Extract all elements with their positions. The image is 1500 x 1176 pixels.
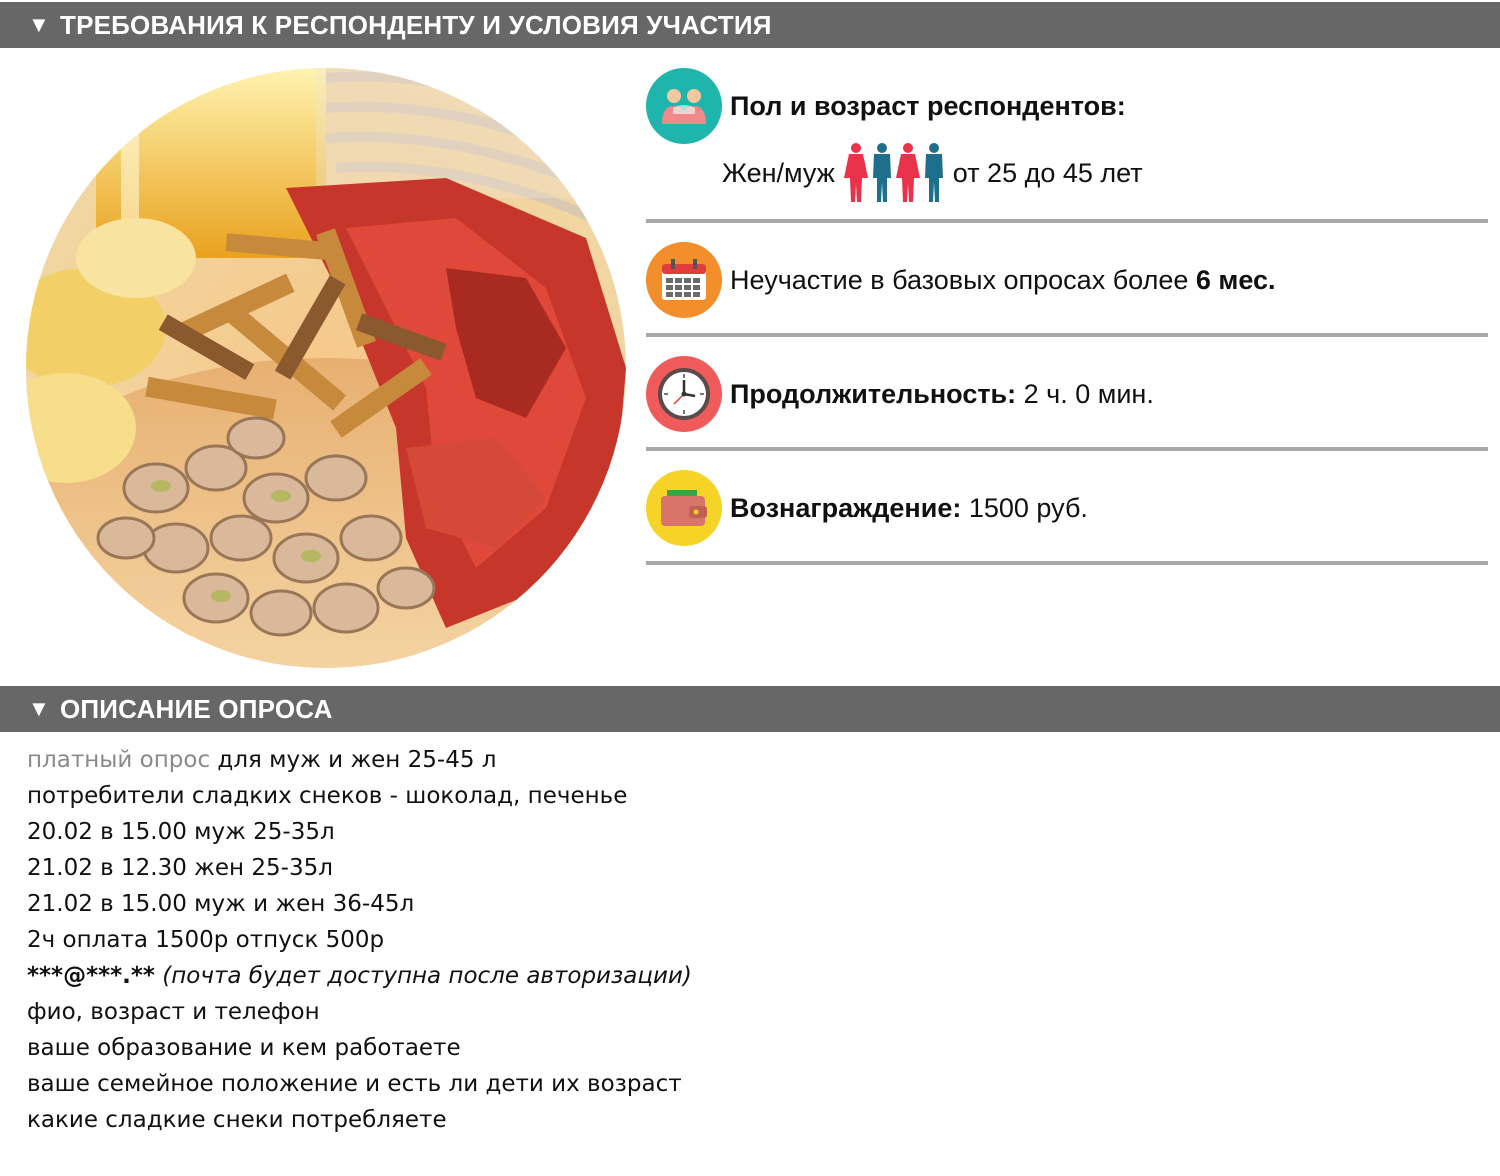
wallet-icon bbox=[646, 470, 722, 546]
non-participation-period: 6 мес. bbox=[1195, 264, 1276, 295]
description-line bbox=[27, 742, 1467, 778]
paid-survey-link[interactable]: платный опрос bbox=[27, 747, 211, 773]
reward-row bbox=[646, 470, 1488, 546]
gender-age-title: Пол и возраст респондентов: bbox=[730, 90, 1126, 121]
description-line: 21.02 в 15.00 муж и жен 36-45л bbox=[27, 891, 415, 917]
age-range-value: от 25 до 45 лет bbox=[952, 157, 1143, 188]
snacks-photo bbox=[26, 68, 626, 668]
description-header-title: ОПИСАНИЕ ОПРОСА bbox=[59, 693, 333, 724]
description-line: ваше семейное положение и есть ли дети их возраст bbox=[27, 1071, 682, 1097]
description-line: 2ч оплата 1500р отпуск 500р bbox=[27, 927, 385, 953]
duration-row bbox=[646, 356, 1488, 432]
reward-label: Вознаграждение: bbox=[730, 492, 962, 523]
divider bbox=[646, 447, 1488, 451]
collapse-triangle-icon: ▼ bbox=[28, 696, 50, 721]
description-line: какие сладкие снеки потребляете bbox=[27, 1107, 447, 1133]
duration-value: 2 ч. 0 мин. bbox=[1016, 378, 1154, 409]
gender-age-details bbox=[722, 140, 1143, 206]
gender-age-row bbox=[646, 68, 1488, 144]
divider bbox=[646, 333, 1488, 337]
gender-value: Жен/муж bbox=[722, 157, 835, 188]
people-icon bbox=[646, 68, 722, 144]
duration-label: Продолжительность: bbox=[730, 378, 1017, 409]
description-section-header[interactable] bbox=[0, 686, 1500, 732]
collapse-triangle-icon: ▼ bbox=[28, 12, 50, 37]
survey-description bbox=[27, 742, 1467, 1138]
email-note: (почта будет доступна после авторизации) bbox=[154, 963, 692, 989]
non-participation-label: Неучастие в базовых опросах более bbox=[730, 264, 1196, 295]
gender-figures-icon bbox=[843, 142, 947, 204]
clock-icon bbox=[646, 356, 722, 432]
non-participation-row bbox=[646, 242, 1488, 318]
divider bbox=[646, 219, 1488, 223]
description-line: 20.02 в 15.00 муж 25-35л bbox=[27, 819, 335, 845]
masked-email: ***@***.** bbox=[27, 963, 155, 989]
reward-value: 1500 руб. bbox=[961, 492, 1088, 523]
reward-text bbox=[730, 493, 1088, 524]
calendar-icon bbox=[646, 242, 722, 318]
description-line: потребители сладких снеков - шоколад, печенье bbox=[27, 783, 628, 809]
description-line: фио, возраст и телефон bbox=[27, 999, 320, 1025]
requirements-section-header[interactable] bbox=[0, 2, 1500, 48]
description-line: 21.02 в 12.30 жен 25-35л bbox=[27, 855, 333, 881]
duration-text bbox=[730, 379, 1154, 410]
requirements-header-title: ТРЕБОВАНИЯ К РЕСПОНДЕНТУ И УСЛОВИЯ УЧАСТИЯ bbox=[59, 9, 772, 40]
description-line: ваше образование и кем работаете bbox=[27, 1035, 461, 1061]
description-line-text: для муж и жен 25-45 л bbox=[210, 747, 497, 773]
email-line bbox=[27, 958, 1467, 994]
non-participation-text bbox=[730, 265, 1276, 296]
divider bbox=[646, 561, 1488, 565]
